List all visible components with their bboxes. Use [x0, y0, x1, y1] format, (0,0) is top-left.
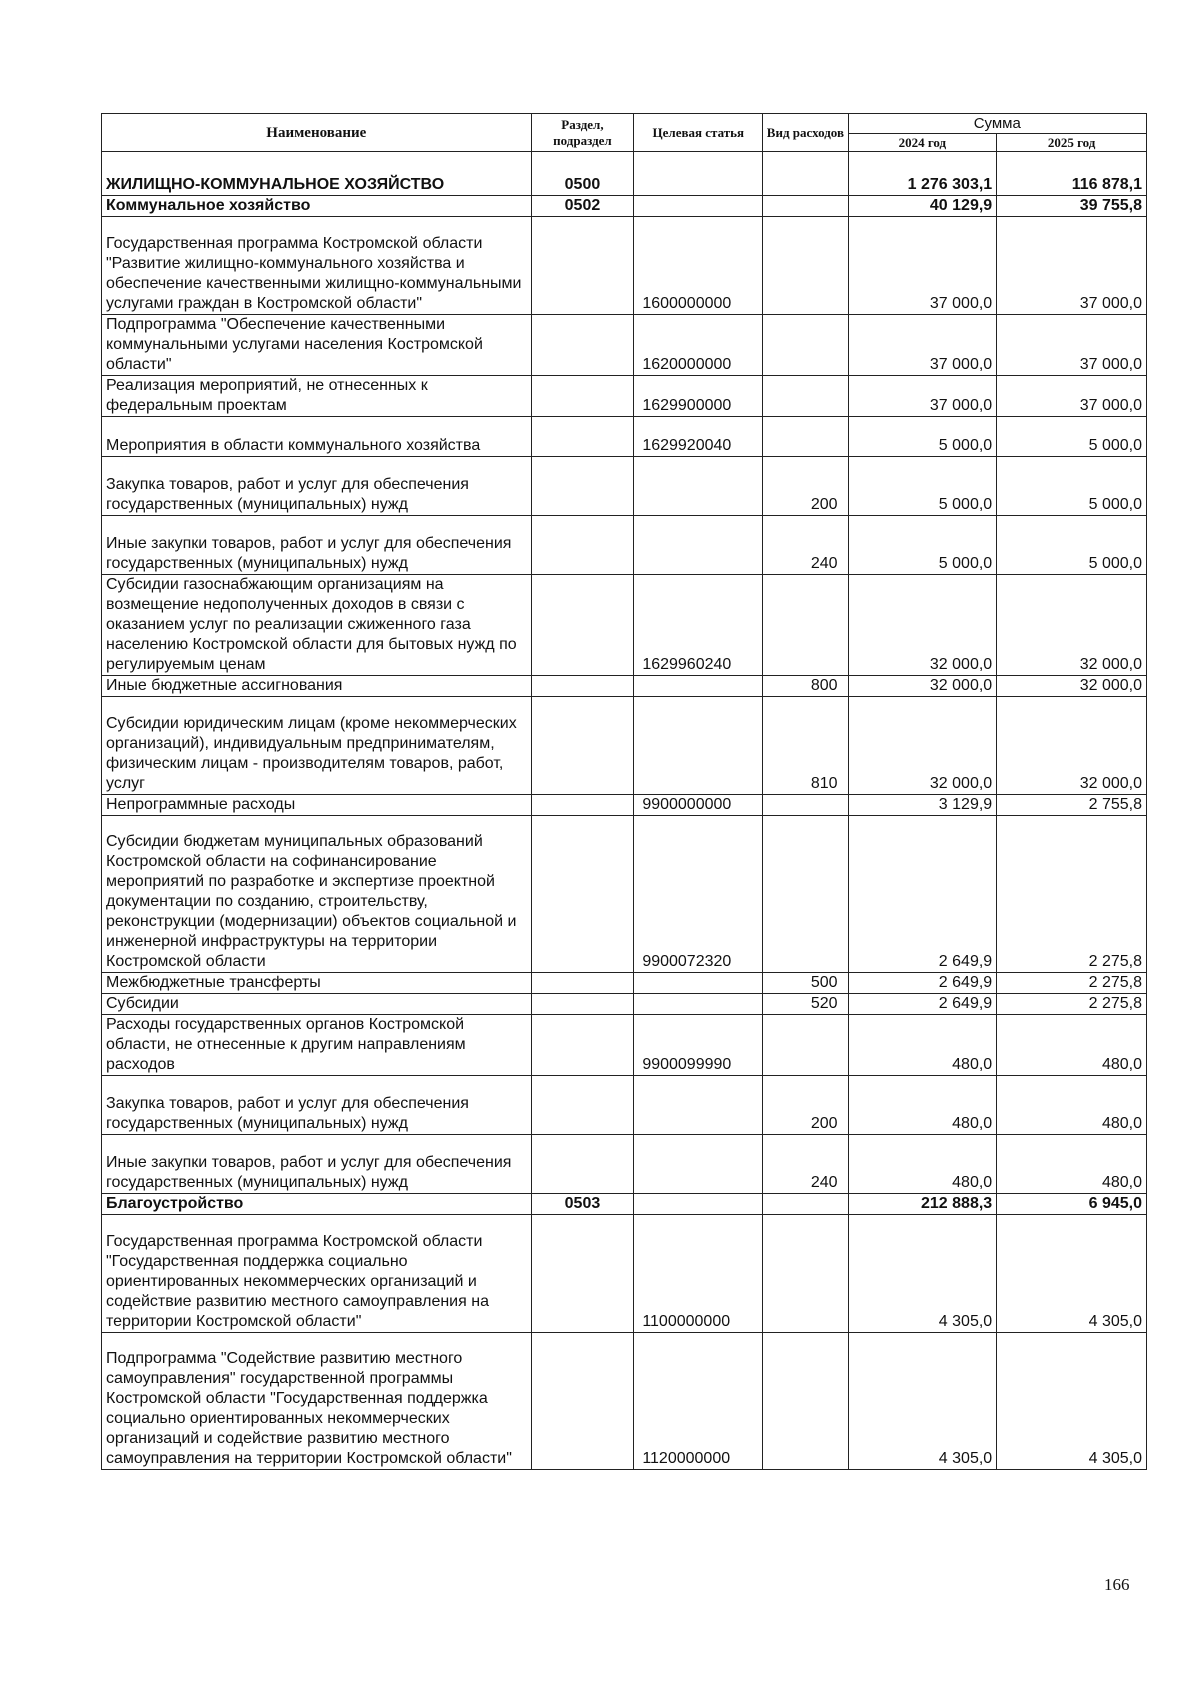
row-expense-type: 200: [763, 457, 848, 516]
row-section: [531, 795, 634, 816]
row-sum-2024: 4 305,0: [848, 1333, 997, 1470]
table-row: [102, 152, 1147, 196]
row-name: Мероприятия в области коммунального хозяйства: [102, 417, 532, 457]
row-name: Государственная программа Костромской области "Государственная поддержка социально ориентированных некоммерческих организаций и содействие развитию местного самоуправления на территории Костромской области": [102, 1215, 532, 1333]
row-expense-type: 500: [763, 973, 848, 994]
table-row: [102, 816, 1147, 973]
table-row: [102, 196, 1147, 217]
row-target-article: [634, 1076, 763, 1135]
row-expense-type: [763, 376, 848, 417]
row-expense-type: [763, 417, 848, 457]
row-expense-type: [763, 217, 848, 315]
row-sum-2025: 37 000,0: [997, 315, 1147, 376]
row-name: Закупка товаров, работ и услуг для обеспечения государственных (муниципальных) нужд: [102, 1076, 532, 1135]
row-target-article: 1620000000: [634, 315, 763, 376]
row-target-article: [634, 676, 763, 697]
table-row: [102, 1333, 1147, 1470]
row-expense-type: [763, 1333, 848, 1470]
row-name: Иные закупки товаров, работ и услуг для обеспечения государственных (муниципальных) нужд: [102, 1135, 532, 1194]
table-row: [102, 697, 1147, 795]
table-row: [102, 315, 1147, 376]
row-target-article: [634, 1135, 763, 1194]
row-sum-2024: 3 129,9: [848, 795, 997, 816]
budget-table: [101, 113, 1147, 1470]
row-section: [531, 516, 634, 575]
row-target-article: [634, 973, 763, 994]
row-name: Субсидии: [102, 994, 532, 1015]
row-sum-2024: 2 649,9: [848, 994, 997, 1015]
row-expense-type: [763, 795, 848, 816]
row-name: Подпрограмма "Обеспечение качественными коммунальными услугами населения Костромской области": [102, 315, 532, 376]
row-sum-2025: 480,0: [997, 1015, 1147, 1076]
row-name: Расходы государственных органов Костромской области, не отнесенные к другим направлениям расходов: [102, 1015, 532, 1076]
row-sum-2025: 32 000,0: [997, 575, 1147, 676]
row-sum-2025: 116 878,1: [997, 152, 1147, 196]
row-expense-type: [763, 196, 848, 217]
table-row: [102, 994, 1147, 1015]
row-section: [531, 1333, 634, 1470]
row-name: Реализация мероприятий, не отнесенных к федеральным проектам: [102, 376, 532, 417]
row-name: Непрограммные расходы: [102, 795, 532, 816]
row-sum-2025: 480,0: [997, 1135, 1147, 1194]
row-target-article: [634, 697, 763, 795]
header-year-2025: 2025 год: [997, 134, 1147, 152]
row-section: [531, 417, 634, 457]
row-section: [531, 816, 634, 973]
row-section: 0502: [531, 196, 634, 217]
row-sum-2025: 4 305,0: [997, 1215, 1147, 1333]
row-expense-type: 240: [763, 1135, 848, 1194]
row-sum-2024: 1 276 303,1: [848, 152, 997, 196]
row-sum-2024: 480,0: [848, 1135, 997, 1194]
row-sum-2024: 40 129,9: [848, 196, 997, 217]
row-sum-2024: 5 000,0: [848, 516, 997, 575]
table-row: [102, 1015, 1147, 1076]
header-name: Наименование: [102, 114, 532, 152]
row-sum-2025: 2 275,8: [997, 973, 1147, 994]
row-name: Субсидии юридическим лицам (кроме некоммерческих организаций), индивидуальным предпринимателям, физическим лицам - производителям товаров, работ, услуг: [102, 697, 532, 795]
table-row: [102, 457, 1147, 516]
row-expense-type: [763, 575, 848, 676]
row-target-article: 9900072320: [634, 816, 763, 973]
table-row: [102, 1076, 1147, 1135]
row-sum-2024: 32 000,0: [848, 575, 997, 676]
row-sum-2025: 5 000,0: [997, 417, 1147, 457]
row-target-article: [634, 516, 763, 575]
row-name: Субсидии бюджетам муниципальных образований Костромской области на софинансирование мероприятий по разработке и экспертизе проектной документации по созданию, строительству, реконструкции (модернизации) объектов социальной и инженерной инфраструктуры на территории Костромской области: [102, 816, 532, 973]
row-expense-type: 800: [763, 676, 848, 697]
table-row: [102, 417, 1147, 457]
row-section: [531, 457, 634, 516]
row-sum-2025: 2 275,8: [997, 816, 1147, 973]
row-section: [531, 973, 634, 994]
row-expense-type: [763, 1015, 848, 1076]
header-sum: Сумма: [848, 114, 1146, 134]
row-sum-2025: 480,0: [997, 1076, 1147, 1135]
row-section: [531, 376, 634, 417]
row-name: Государственная программа Костромской области "Развитие жилищно-коммунального хозяйства и обеспечение качественными жилищно-коммунальными услугами граждан в Костромской области": [102, 217, 532, 315]
row-sum-2024: 2 649,9: [848, 816, 997, 973]
row-target-article: [634, 196, 763, 217]
row-target-article: [634, 1194, 763, 1215]
row-section: [531, 1135, 634, 1194]
row-section: [531, 676, 634, 697]
table-row: [102, 1135, 1147, 1194]
row-sum-2025: 2 755,8: [997, 795, 1147, 816]
table-row: [102, 1215, 1147, 1333]
row-sum-2025: 2 275,8: [997, 994, 1147, 1015]
row-sum-2024: 212 888,3: [848, 1194, 997, 1215]
row-target-article: 9900000000: [634, 795, 763, 816]
row-section: [531, 994, 634, 1015]
table-row: [102, 376, 1147, 417]
row-section: 0500: [531, 152, 634, 196]
row-target-article: 9900099990: [634, 1015, 763, 1076]
row-target-article: 1120000000: [634, 1333, 763, 1470]
row-expense-type: 520: [763, 994, 848, 1015]
row-target-article: 1629960240: [634, 575, 763, 676]
row-section: 0503: [531, 1194, 634, 1215]
row-section: [531, 1215, 634, 1333]
header-section: Раздел, подраздел: [531, 114, 634, 152]
row-sum-2024: 5 000,0: [848, 417, 997, 457]
row-sum-2024: 2 649,9: [848, 973, 997, 994]
row-name: Благоустройство: [102, 1194, 532, 1215]
row-sum-2024: 32 000,0: [848, 697, 997, 795]
row-target-article: 1629900000: [634, 376, 763, 417]
row-name: Подпрограмма "Содействие развитию местного самоуправления" государственной программы Костромской области "Государственная поддержка социально ориентированных некоммерческих организаций и содействие развитию местного самоуправления на территории Костромской области": [102, 1333, 532, 1470]
row-sum-2025: 4 305,0: [997, 1333, 1147, 1470]
row-name: Иные закупки товаров, работ и услуг для обеспечения государственных (муниципальных) нужд: [102, 516, 532, 575]
table-row: [102, 973, 1147, 994]
row-sum-2025: 32 000,0: [997, 676, 1147, 697]
row-section: [531, 575, 634, 676]
row-sum-2024: 32 000,0: [848, 676, 997, 697]
row-sum-2024: 5 000,0: [848, 457, 997, 516]
row-section: [531, 1015, 634, 1076]
row-expense-type: [763, 1194, 848, 1215]
row-section: [531, 697, 634, 795]
row-section: [531, 217, 634, 315]
row-expense-type: [763, 315, 848, 376]
row-expense-type: 810: [763, 697, 848, 795]
row-section: [531, 1076, 634, 1135]
row-sum-2024: 4 305,0: [848, 1215, 997, 1333]
row-sum-2024: 37 000,0: [848, 315, 997, 376]
page-number: 166: [1104, 1575, 1130, 1594]
row-target-article: [634, 994, 763, 1015]
row-sum-2025: 37 000,0: [997, 376, 1147, 417]
row-sum-2025: 37 000,0: [997, 217, 1147, 315]
row-sum-2025: 5 000,0: [997, 516, 1147, 575]
row-name: Межбюджетные трансферты: [102, 973, 532, 994]
row-name: ЖИЛИЩНО-КОММУНАЛЬНОЕ ХОЗЯЙСТВО: [102, 152, 532, 196]
row-sum-2025: 32 000,0: [997, 697, 1147, 795]
table-body: [102, 152, 1147, 1470]
row-name: Коммунальное хозяйство: [102, 196, 532, 217]
row-target-article: 1600000000: [634, 217, 763, 315]
row-expense-type: 200: [763, 1076, 848, 1135]
header-year-2024: 2024 год: [848, 134, 997, 152]
table-row: [102, 516, 1147, 575]
row-target-article: 1629920040: [634, 417, 763, 457]
table-row: [102, 676, 1147, 697]
row-sum-2024: 480,0: [848, 1015, 997, 1076]
row-section: [531, 315, 634, 376]
table-header: [102, 114, 1147, 152]
row-sum-2024: 37 000,0: [848, 217, 997, 315]
row-name: Иные бюджетные ассигнования: [102, 676, 532, 697]
row-expense-type: [763, 816, 848, 973]
row-expense-type: 240: [763, 516, 848, 575]
header-expense-type: Вид расходов: [763, 114, 848, 152]
row-sum-2025: 6 945,0: [997, 1194, 1147, 1215]
row-expense-type: [763, 152, 848, 196]
table-row: [102, 1194, 1147, 1215]
row-target-article: [634, 152, 763, 196]
row-target-article: [634, 457, 763, 516]
table-row: [102, 575, 1147, 676]
row-name: Субсидии газоснабжающим организациям на возмещение недополученных доходов в связи с оказанием услуг по реализации сжиженного газа населению Костромской области для бытовых нужд по регулируемым ценам: [102, 575, 532, 676]
table-row: [102, 795, 1147, 816]
table-row: [102, 217, 1147, 315]
header-target: Целевая статья: [634, 114, 763, 152]
row-sum-2024: 480,0: [848, 1076, 997, 1135]
row-name: Закупка товаров, работ и услуг для обеспечения государственных (муниципальных) нужд: [102, 457, 532, 516]
row-sum-2024: 37 000,0: [848, 376, 997, 417]
row-sum-2025: 5 000,0: [997, 457, 1147, 516]
row-target-article: 1100000000: [634, 1215, 763, 1333]
row-sum-2025: 39 755,8: [997, 196, 1147, 217]
row-expense-type: [763, 1215, 848, 1333]
